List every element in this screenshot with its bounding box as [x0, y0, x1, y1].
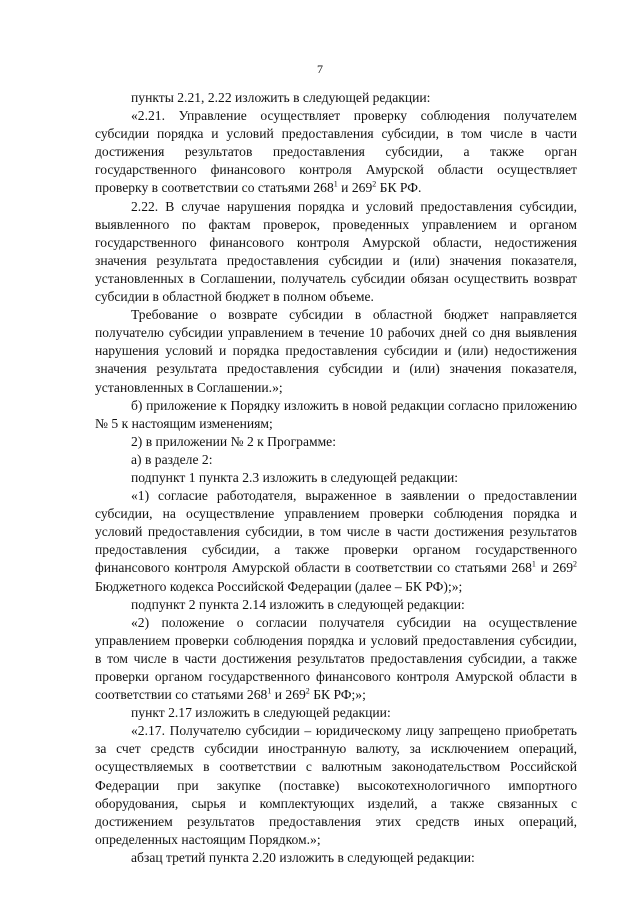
page-number: 7 [317, 62, 323, 76]
paragraph-clause-2-20-intro: абзац третий пункта 2.20 изложить в следующей редакции: [131, 849, 475, 865]
document-body [95, 89, 577, 867]
article-superscript: 1 [531, 559, 536, 569]
paragraph-clause-2-17-intro: пункт 2.17 изложить в следующей редакции: [131, 705, 391, 721]
paragraph-clause-2-22: 2.22. В случае нарушения порядка и условий предоставления субсидии, выявленного по фактам проверок, проведенных управлением и органом государственного финансового контроля Амурской области, недостижения значения результата предоставления субсидии и (или) значения показателя, установленных в Соглашении, получатель субсидии обязан осуществить возврат субсидии в областной бюджет в полном объеме. [95, 198, 577, 305]
article-superscript: 2 [372, 179, 377, 189]
paragraph-item-2: 2) в приложении № 2 к Программе: [131, 433, 336, 449]
article-superscript: 2 [305, 686, 310, 696]
paragraph-subitem-2-text: «2) положение о согласии получателя субсидии на осуществление управлением проверки соблюдения порядка и условий предоставления субсидии, в том числе в части достижения результатов предоставления субсидии, а также проверки органом государственного финансового контроля Амурской области в соответствии со статьями $268^1$ и $269^2$ БК РФ;»; [95, 614, 577, 703]
article-superscript: 2 [573, 559, 577, 569]
paragraph-subitem-2-2-14-intro: подпункт 2 пункта 2.14 изложить в следующей редакции: [131, 596, 465, 612]
article-superscript: 1 [333, 179, 338, 189]
article-superscript: 1 [267, 686, 272, 696]
paragraph-subitem-1-2-3-intro: подпункт 1 пункта 2.3 изложить в следующей редакции: [131, 469, 459, 485]
paragraph-subitem-1-text: «1) согласие работодателя, выраженное в заявлении о предоставлении субсидии, на осуществление управлением проверки соблюдения порядка и условий предоставления субсидии, в том числе в части достижения результатов предоставления субсидии, а также проверки органом государственного финансового контроля Амурской области в соответствии со статьями $268^1$ и $269^2$ Бюджетного кодекса Российской Федерации (далее – БК РФ);»; [95, 488, 577, 594]
paragraph-refund-requirement: Требование о возврате субсидии в областной бюджет направляется получателю субсидии управлением в течение 10 рабочих дней со дня выявления нарушения условий и порядка предоставления субсидии и (или) недостижения значения результата предоставления субсидии и (или) значения показателя, установленных в Соглашении.»; [95, 307, 577, 395]
paragraph-clause-2-17-text: «2.17. Получателю субсидии – юридическому лицу запрещено приобретать за счет средств субсидии иностранную валюту, за исключением операций, осуществляемых в соответствии с валютным законодательством Российской Федерации при закупке (поставке) высокотехнологичного импортного оборудования, сырья и комплектующих изделий, а также связанных с достижением результатов предоставления этих средств иных операций, определенных настоящим Порядком.»; [95, 723, 577, 847]
paragraph-item-b: б) приложение к Порядку изложить в новой редакции согласно приложению № 5 к настоящим изменениям; [95, 397, 577, 431]
paragraph-intro-2-21-2-22: пункты 2.21, 2.22 изложить в следующей редакции: [131, 90, 431, 105]
paragraph-item-a: а) в разделе 2: [131, 451, 213, 467]
paragraph-clause-2-21: «2.21. Управление осуществляет проверку соблюдения получателем субсидии порядка и условий предоставления субсидии, в том числе в части достижения результатов предоставления субсидии, а также орган государственного финансового контроля Амурской области осуществляет проверку в соответствии со статьями $268^1$ и $269^2$ БК РФ. [95, 108, 577, 196]
